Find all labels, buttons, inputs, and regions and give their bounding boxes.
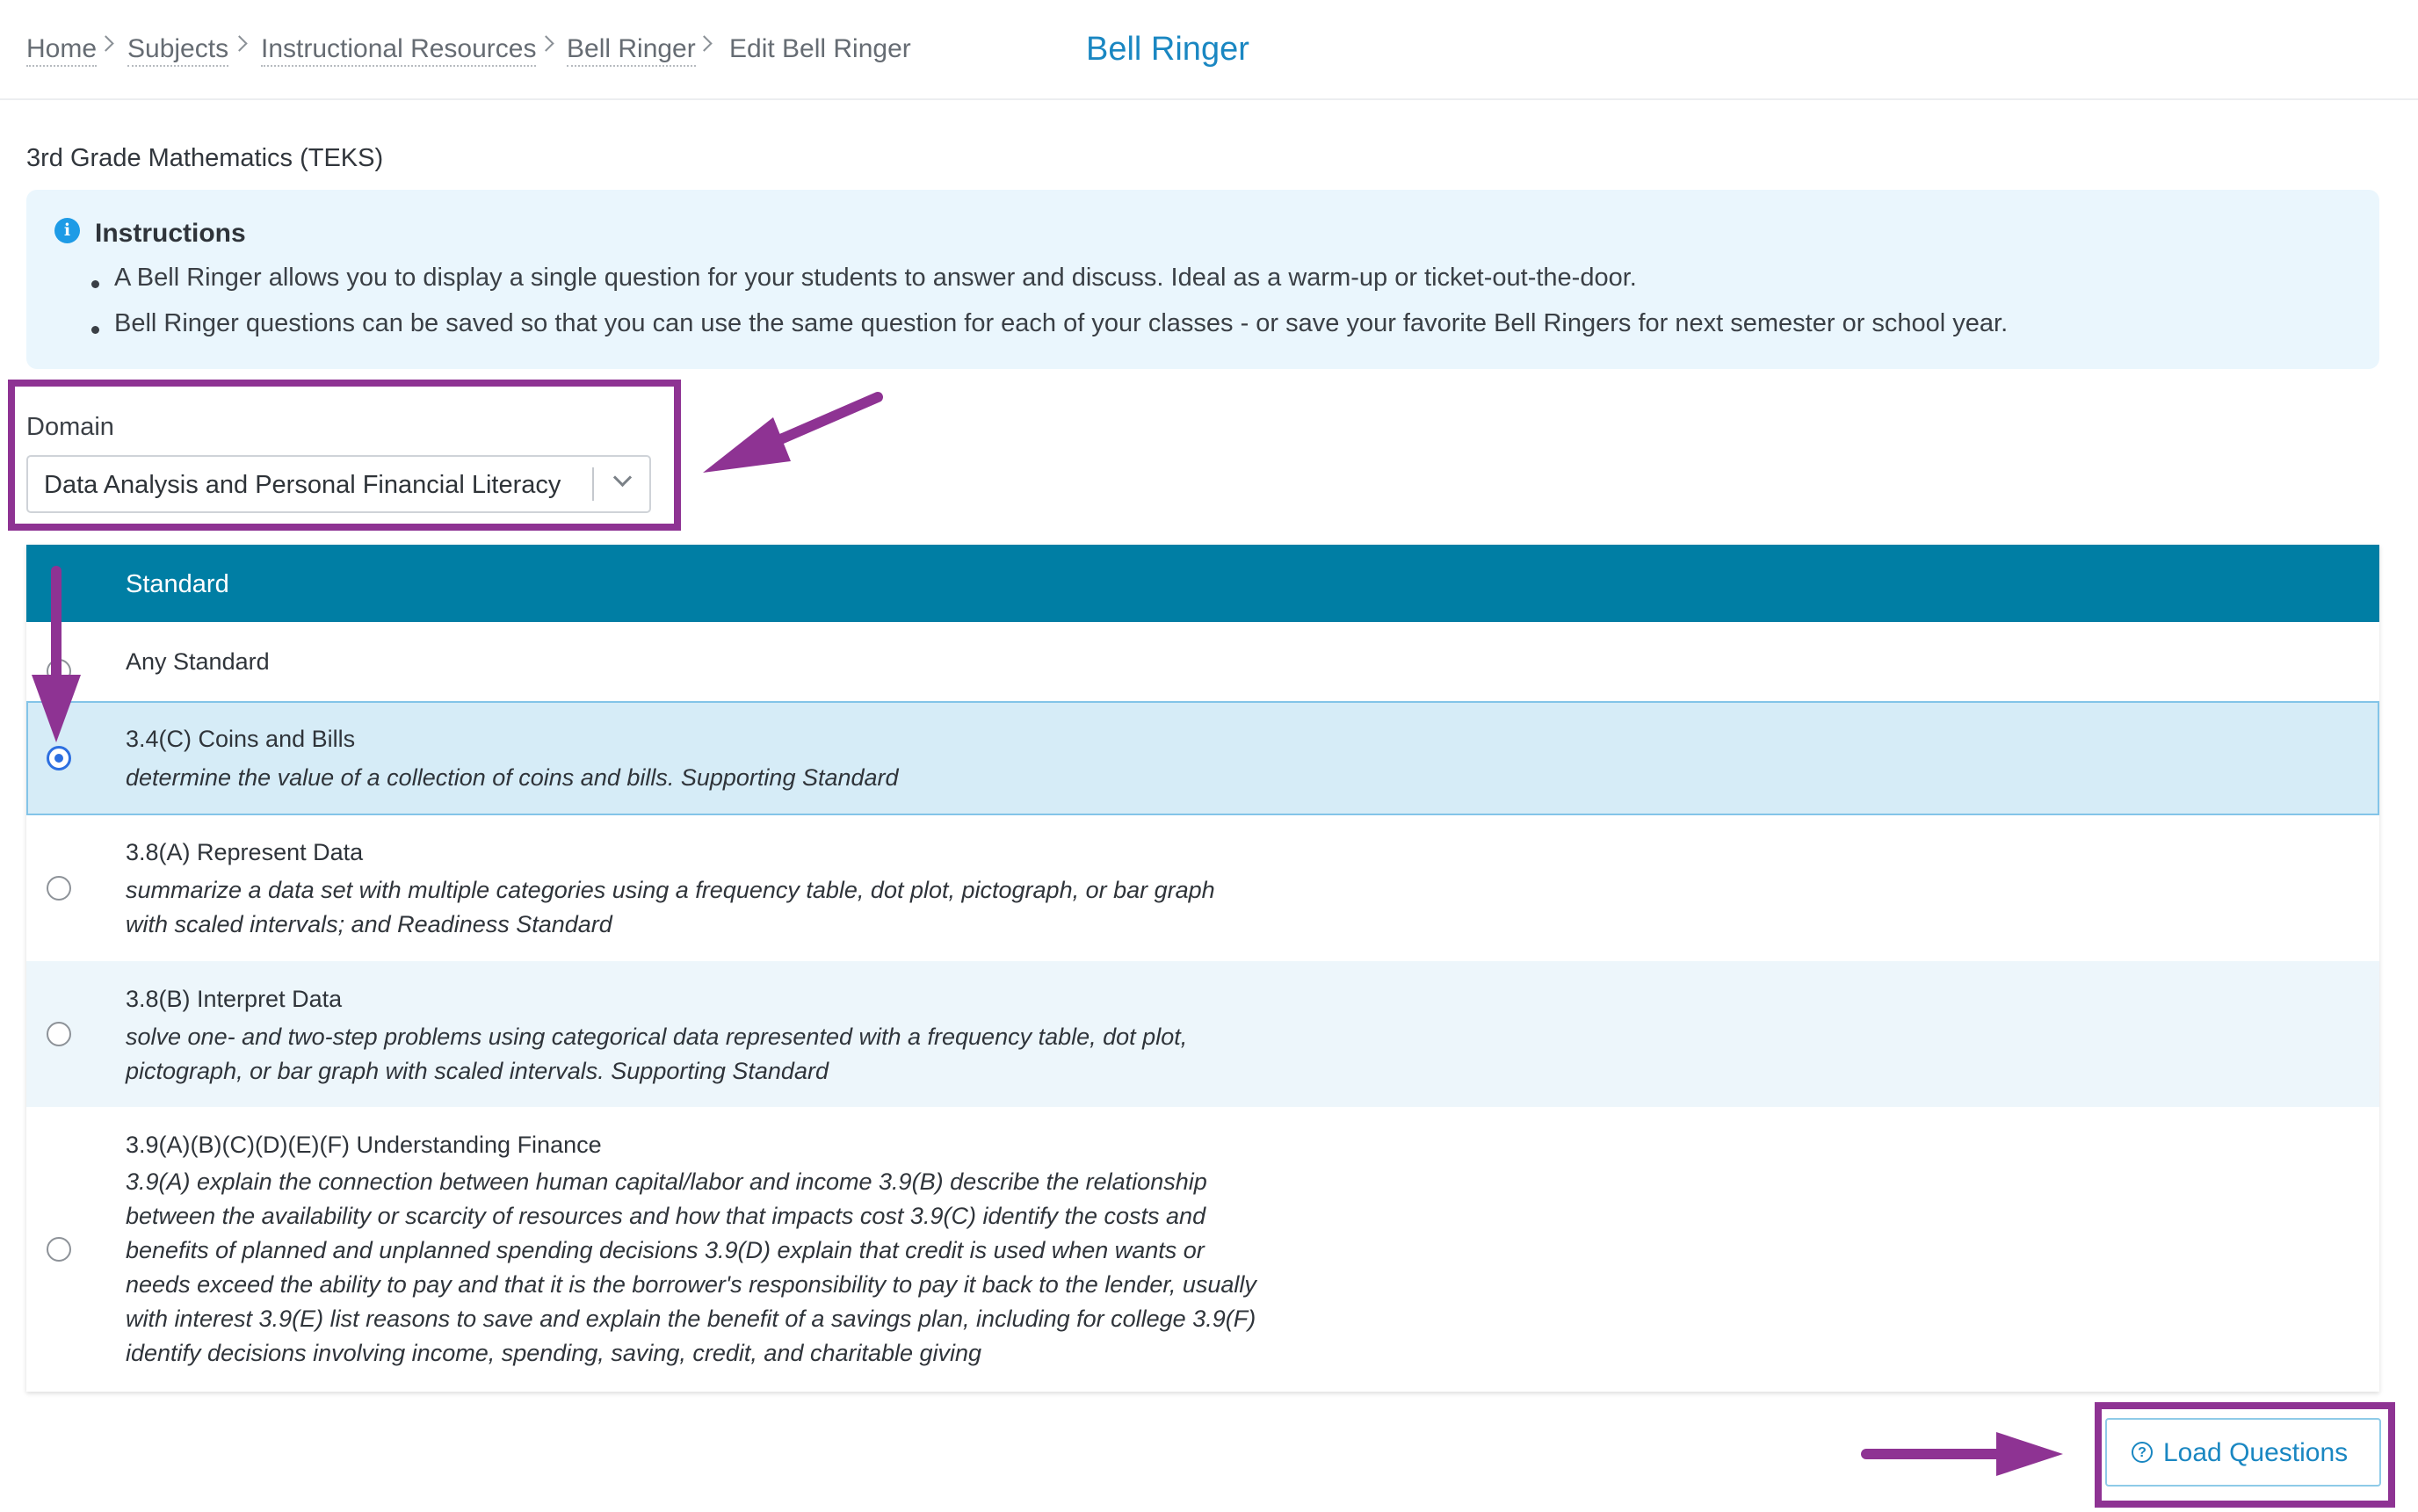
- standard-title: 3.4(C) Coins and Bills: [126, 726, 356, 752]
- standard-description: 3.9(A) explain the connection between human capital/labor and income 3.9(B) describe the relationship between the availability or scarcity of resources and how that impacts cost 3.9(C) identify the costs and benefits of planned and unplanned spending decisions 3.9(D) explain that credit is used when wants or needs exceed the ability to pay and that it is the borrower's responsibility to pay it back to the lender, usually with interest 3.9(E) list reasons to save and explain the benefit of a savings plan, including for college 3.9(F) identify decisions involving income, spending, saving, credit, and charitable giving: [126, 1168, 1256, 1366]
- breadcrumb-home[interactable]: Home: [26, 33, 97, 67]
- column-header-standard: Standard: [126, 570, 229, 598]
- breadcrumb-instructional-resources[interactable]: Instructional Resources: [261, 33, 536, 67]
- instruction-bullet: Bell Ringer questions can be saved so that you can use the same question for each of your classes - or save your favorite Bell Ringers for next semester or school year.: [114, 309, 2009, 337]
- domain-label: Domain: [26, 413, 114, 441]
- annotation-arrow-icon: [703, 397, 878, 473]
- breadcrumb-bell-ringer[interactable]: Bell Ringer: [567, 33, 696, 67]
- annotation-arrow-icon: [32, 571, 81, 742]
- standard-description: determine the value of a collection of coins and bills. Supporting Standard: [126, 764, 899, 791]
- breadcrumb-current: Edit Bell Ringer: [729, 34, 911, 63]
- standard-description: solve one- and two-step problems using categorical data represented with a frequency table, dot plot, pictograph, or bar graph with scaled intervals. Supporting Standard: [126, 1024, 1188, 1084]
- standard-description: summarize a data set with multiple categories using a frequency table, dot plot, pictograph, or bar graph with scaled intervals; and Readiness Standard: [126, 877, 1215, 937]
- domain-selected-value: Data Analysis and Personal Financial Literacy: [44, 471, 561, 499]
- standard-title: 3.9(A)(B)(C)(D)(E)(F) Understanding Finance: [126, 1132, 602, 1158]
- question-circle-icon: ?: [2132, 1442, 2153, 1463]
- load-questions-label: Load Questions: [2163, 1438, 2349, 1467]
- info-icon: i: [54, 218, 80, 243]
- breadcrumb-subjects[interactable]: Subjects: [127, 33, 228, 67]
- instructions-title: Instructions: [95, 219, 246, 248]
- standard-title: Any Standard: [126, 648, 270, 675]
- standard-title: 3.8(B) Interpret Data: [126, 986, 343, 1012]
- annotation-arrow-icon: [1866, 1432, 2063, 1476]
- course-title: 3rd Grade Mathematics (TEKS): [26, 144, 384, 172]
- standard-title: 3.8(A) Represent Data: [126, 839, 364, 865]
- page-title: Bell Ringer: [1086, 31, 1249, 68]
- instruction-bullet: A Bell Ringer allows you to display a single question for your students to answer and discuss. Ideal as a warm-up or ticket-out-the-door.: [114, 264, 1637, 292]
